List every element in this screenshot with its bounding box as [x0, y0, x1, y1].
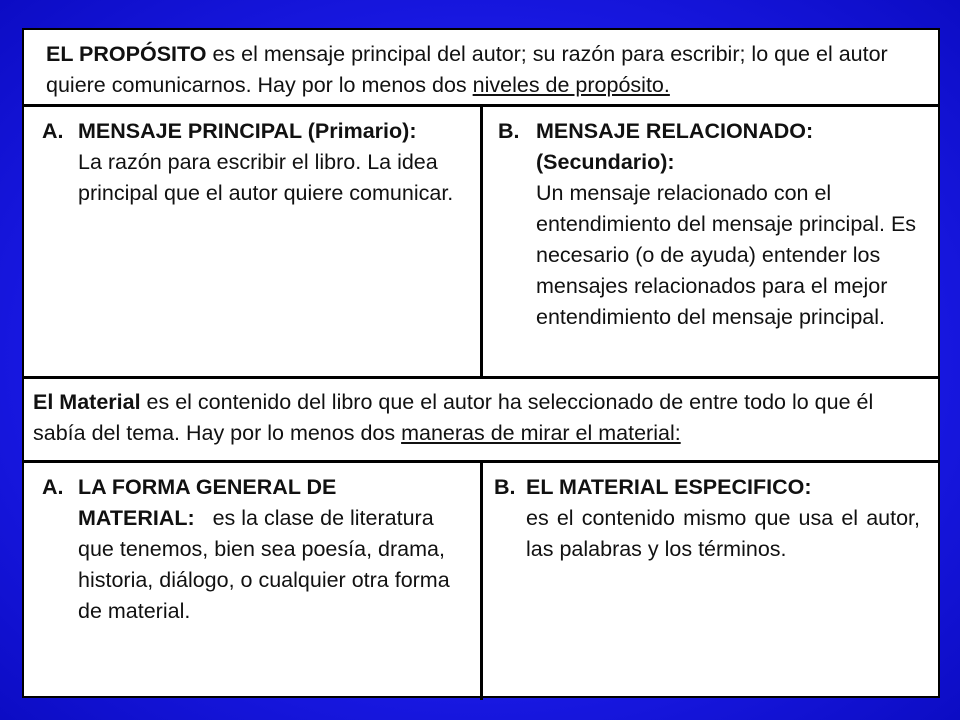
mensaje-principal-heading: MENSAJE PRINCIPAL (Primario):: [78, 119, 417, 143]
proposito-text: es el mensaje principal del autor; su razón para escribir; lo que el autor quiere comunicarnos. Hay por lo menos dos: [46, 42, 888, 97]
forma-general-text: es la clase de literatura que tenemos, bien sea poesía, drama, historia, diálogo, o cualquier otra forma de material.: [78, 506, 450, 623]
material-paragraph: [33, 387, 923, 449]
item-marker-a: A.: [42, 475, 64, 499]
proposito-underlined: niveles de propósito.: [472, 73, 670, 97]
mensaje-relacionado-text: Un mensaje relacionado con el entendimiento del mensaje principal. Es necesario (o de ayuda) entender los mensajes relacionados para el mejor entendimiento del mensaje principal.: [536, 181, 917, 329]
divider-above-material: [24, 376, 938, 379]
mensaje-relacionado-box: [498, 116, 930, 333]
proposito-paragraph: [46, 39, 906, 101]
material-especifico-box: [494, 472, 920, 565]
mensaje-relacionado-heading: MENSAJE RELACIONADO: (Secundario):: [536, 119, 814, 174]
material-especifico-text: es el contenido mismo que usa el autor, las palabras y los términos.: [526, 506, 920, 561]
mensaje-principal-text: La razón para escribir el libro. La idea principal que el autor quiere comunicar.: [78, 150, 454, 205]
mensaje-principal-box: [42, 116, 472, 209]
material-underlined: maneras de mirar el material:: [401, 421, 681, 445]
material-term: El Material: [33, 390, 141, 414]
material-text: es el contenido del libro que el autor ha seleccionado de entre todo lo que él sabía del tema. Hay por lo menos dos: [33, 390, 874, 445]
item-marker-b: B.: [498, 119, 520, 143]
item-marker-b: B.: [494, 475, 516, 499]
divider-top-columns: [480, 104, 483, 376]
material-especifico-heading: EL MATERIAL ESPECIFICO:: [526, 475, 812, 499]
forma-general-heading: LA FORMA GENERAL DE MATERIAL:: [78, 475, 337, 530]
forma-general-box: [42, 472, 452, 627]
item-marker-a: A.: [42, 119, 64, 143]
proposito-term: EL PROPÓSITO: [46, 42, 207, 66]
content-sheet: [22, 28, 940, 698]
divider-bottom-columns: [480, 460, 483, 700]
